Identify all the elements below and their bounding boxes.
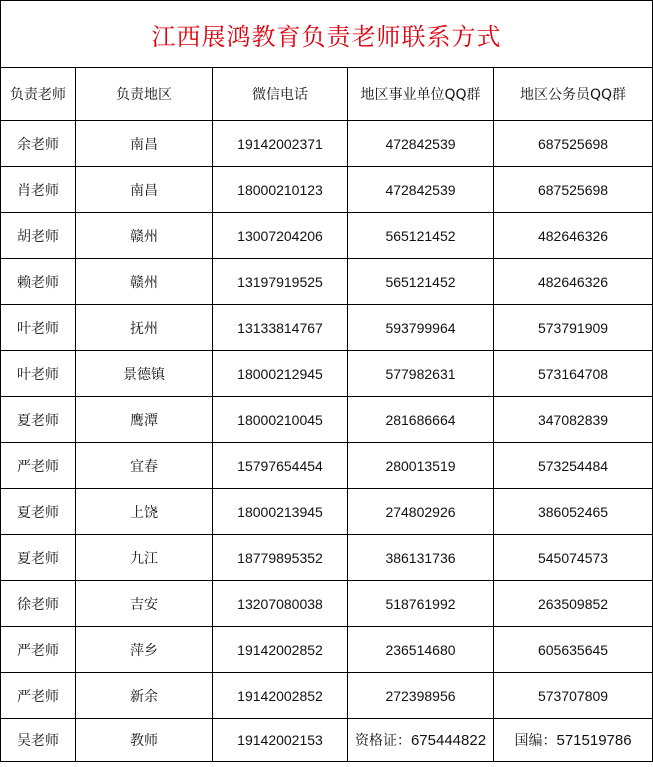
- area-cell: 萍乡: [76, 627, 213, 673]
- area-cell: 南昌: [76, 121, 213, 167]
- phone-cell: 18000210123: [213, 167, 348, 213]
- qualification-qq-cell: [348, 719, 494, 762]
- table-row: [1, 535, 653, 581]
- area-cell: 上饶: [76, 489, 213, 535]
- teacher-cell: 徐老师: [1, 581, 76, 627]
- civil-servant-qq-cell: 687525698: [494, 121, 653, 167]
- institution-qq-cell: 280013519: [348, 443, 494, 489]
- teacher-cell: 胡老师: [1, 213, 76, 259]
- title-row: [1, 1, 653, 68]
- institution-qq-cell: 472842539: [348, 167, 494, 213]
- header-row: [1, 68, 653, 121]
- institution-qq-cell: 518761992: [348, 581, 494, 627]
- institution-qq-cell: 236514680: [348, 627, 494, 673]
- area-cell: 赣州: [76, 213, 213, 259]
- area-cell: 教师: [76, 719, 213, 762]
- civil-servant-qq-cell: 545074573: [494, 535, 653, 581]
- table-row: [1, 121, 653, 167]
- teacher-cell: 叶老师: [1, 305, 76, 351]
- civil-servant-qq-cell: 687525698: [494, 167, 653, 213]
- header-area: 负责地区: [76, 68, 213, 121]
- teacher-cell: 夏老师: [1, 535, 76, 581]
- table-row: [1, 489, 653, 535]
- phone-cell: 19142002852: [213, 627, 348, 673]
- phone-cell: 19142002371: [213, 121, 348, 167]
- area-cell: 九江: [76, 535, 213, 581]
- institution-qq-cell: 274802926: [348, 489, 494, 535]
- institution-qq-cell: 386131736: [348, 535, 494, 581]
- civil-servant-qq-cell: 347082839: [494, 397, 653, 443]
- teacher-cell: 赖老师: [1, 259, 76, 305]
- teacher-cell: 余老师: [1, 121, 76, 167]
- institution-qq-cell: 565121452: [348, 259, 494, 305]
- phone-cell: 15797654454: [213, 443, 348, 489]
- teacher-cell: 吴老师: [1, 719, 76, 762]
- table-row: [1, 305, 653, 351]
- phone-cell: 13007204206: [213, 213, 348, 259]
- header-public-institution-qq: 地区事业单位QQ群: [348, 68, 494, 121]
- civil-servant-qq-cell: 482646326: [494, 213, 653, 259]
- table-row: [1, 213, 653, 259]
- institution-qq-cell: 565121452: [348, 213, 494, 259]
- phone-cell: 18000210045: [213, 397, 348, 443]
- civil-servant-qq-cell: 573791909: [494, 305, 653, 351]
- teacher-cell: 夏老师: [1, 489, 76, 535]
- teacher-cell: 夏老师: [1, 397, 76, 443]
- state-staff-qq-value: 571519786: [556, 732, 632, 749]
- area-cell: 新余: [76, 673, 213, 719]
- phone-cell: 13133814767: [213, 305, 348, 351]
- header-phone: 微信电话: [213, 68, 348, 121]
- table-row: [1, 581, 653, 627]
- teacher-cell: 严老师: [1, 627, 76, 673]
- phone-cell: 13207080038: [213, 581, 348, 627]
- table-row: [1, 443, 653, 489]
- table-row: [1, 397, 653, 443]
- area-cell: 抚州: [76, 305, 213, 351]
- area-cell: 景德镇: [76, 351, 213, 397]
- phone-cell: 13197919525: [213, 259, 348, 305]
- institution-qq-cell: 593799964: [348, 305, 494, 351]
- qualification-qq-value: 675444822: [410, 732, 487, 749]
- civil-servant-qq-cell: 573707809: [494, 673, 653, 719]
- area-cell: 赣州: [76, 259, 213, 305]
- area-cell: 鹰潭: [76, 397, 213, 443]
- table-row: [1, 627, 653, 673]
- header-civil-servant-qq: 地区公务员QQ群: [494, 68, 653, 121]
- civil-servant-qq-cell: 386052465: [494, 489, 653, 535]
- institution-qq-cell: 577982631: [348, 351, 494, 397]
- civil-servant-qq-cell: 573164708: [494, 351, 653, 397]
- area-cell: 宜春: [76, 443, 213, 489]
- area-cell: 吉安: [76, 581, 213, 627]
- state-staff-qq-cell: [494, 719, 653, 762]
- institution-qq-cell: 281686664: [348, 397, 494, 443]
- teacher-cell: 严老师: [1, 443, 76, 489]
- institution-qq-cell: 472842539: [348, 121, 494, 167]
- civil-servant-qq-cell: 482646326: [494, 259, 653, 305]
- table-row: [1, 259, 653, 305]
- qualification-qq-label: 资格证：: [354, 733, 411, 749]
- area-cell: 南昌: [76, 167, 213, 213]
- phone-cell: 18779895352: [213, 535, 348, 581]
- table-row: [1, 673, 653, 719]
- page-title: 江西展鸿教育负责老师联系方式: [1, 1, 653, 68]
- table-row-teacher-exams: [1, 719, 653, 762]
- header-teacher: 负责老师: [1, 68, 76, 121]
- civil-servant-qq-cell: 573254484: [494, 443, 653, 489]
- teacher-cell: 肖老师: [1, 167, 76, 213]
- table-row: [1, 351, 653, 397]
- teacher-cell: 严老师: [1, 673, 76, 719]
- institution-qq-cell: 272398956: [348, 673, 494, 719]
- phone-cell: 18000212945: [213, 351, 348, 397]
- phone-cell: 19142002153: [213, 719, 348, 762]
- phone-cell: 19142002852: [213, 673, 348, 719]
- civil-servant-qq-cell: 605635645: [494, 627, 653, 673]
- teacher-cell: 叶老师: [1, 351, 76, 397]
- civil-servant-qq-cell: 263509852: [494, 581, 653, 627]
- phone-cell: 18000213945: [213, 489, 348, 535]
- table-row: [1, 167, 653, 213]
- state-staff-qq-label: 国编：: [514, 733, 557, 749]
